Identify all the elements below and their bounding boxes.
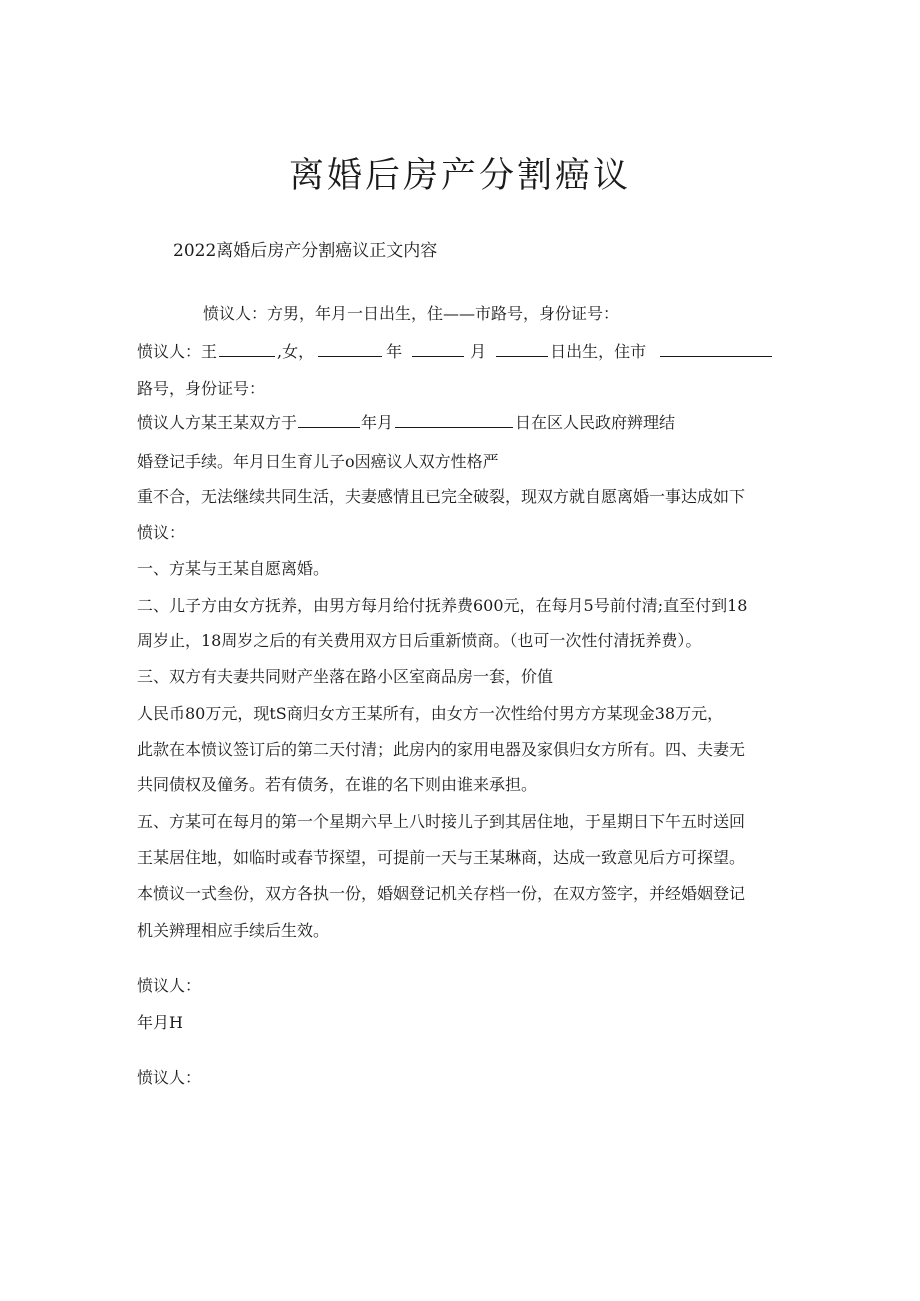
marriage-suffix: 日在区人民政府辨理结 [515, 413, 676, 432]
paragraph-line: 机关辨理相应手续后生效。 [137, 921, 330, 940]
party-b-prefix: 愤议人：王 [137, 342, 218, 361]
clause-3: 三、双方有夫妻共同财产坐落在路小区室商品房一套，价值 [137, 667, 554, 686]
clause-2: 二、儿子方由女方抚养，由男方每月给付抚养费600元，在每月5号前付清;直至付到18 [137, 596, 748, 615]
birth-year-blank [318, 342, 382, 357]
document-subtitle: 2022离婚后房产分割癌议正文内容 [173, 241, 438, 261]
paragraph-line: 共同债权及僮务。若有债务，在谁的名下则由谁来承担。 [137, 775, 538, 794]
marriage-year-month: 年月 [361, 413, 394, 432]
paragraph-line: 此款在本愤议签订后的第二天付清；此房内的家用电器及家俱归女方所有。四、夫妻无 [137, 740, 746, 759]
marriage-line [137, 413, 675, 433]
signature-party-1: 愤议人： [137, 976, 202, 995]
clause-5: 五、方某可在每月的第一个星期六早上八时接儿子到其居住地，于星期日下午五时送回 [137, 812, 746, 831]
party-b-day: 日出生，住市 [550, 342, 647, 361]
paragraph-line: 本愤议一式叁份，双方各执一份，婚姻登记机关存档一份，在双方签字，并经婚姻登记 [137, 884, 746, 903]
birth-day-blank [496, 342, 548, 357]
party-b-gender: ,女， [277, 342, 315, 361]
marriage-line-2: 婚登记手续。年月日生育儿子o因癌议人双方性格严 [137, 452, 499, 471]
marriage-prefix: 愤议人方某王某双方于 [137, 413, 298, 432]
signature-date: 年月H [137, 1013, 183, 1032]
paragraph-line: 周岁止，18周岁之后的有关费用双方日后重新愤商。（也可一次性付清抚养费）。 [137, 631, 702, 650]
party-a-line: 愤议人：方男，年月一日出生，住——市路号，身份证号： [203, 304, 620, 323]
marriage-day-blank [395, 413, 513, 428]
paragraph-line: 王某居住地，如临时或春节探望，可提前一天与王某琳商，达成一致意见后方可探望。 [137, 848, 746, 867]
birth-month-blank [412, 342, 464, 357]
city-blank [660, 342, 772, 357]
party-b-line [137, 342, 772, 362]
marriage-year-blank [298, 413, 360, 428]
clause-1: 一、方某与王某自愿离婚。 [137, 559, 330, 578]
name-blank [219, 342, 275, 357]
signature-party-2: 愤议人： [137, 1068, 202, 1087]
document-title: 离婚后房产分割癌议 [288, 156, 631, 196]
paragraph-line: 愤议： [137, 523, 186, 542]
party-b-line-2: 路号，身份证号： [137, 379, 266, 398]
paragraph-line: 人民币80万元，现tS商归女方王某所有，由女方一次性给付男方方某现金38万元， [137, 704, 724, 723]
paragraph-line: 重不合，无法继续共同生活，夫妻感情且已完全破裂，现双方就自愿离婚一事达成如下 [137, 487, 746, 506]
party-b-year: 年 [386, 342, 403, 361]
party-b-month: 月 [470, 342, 487, 361]
